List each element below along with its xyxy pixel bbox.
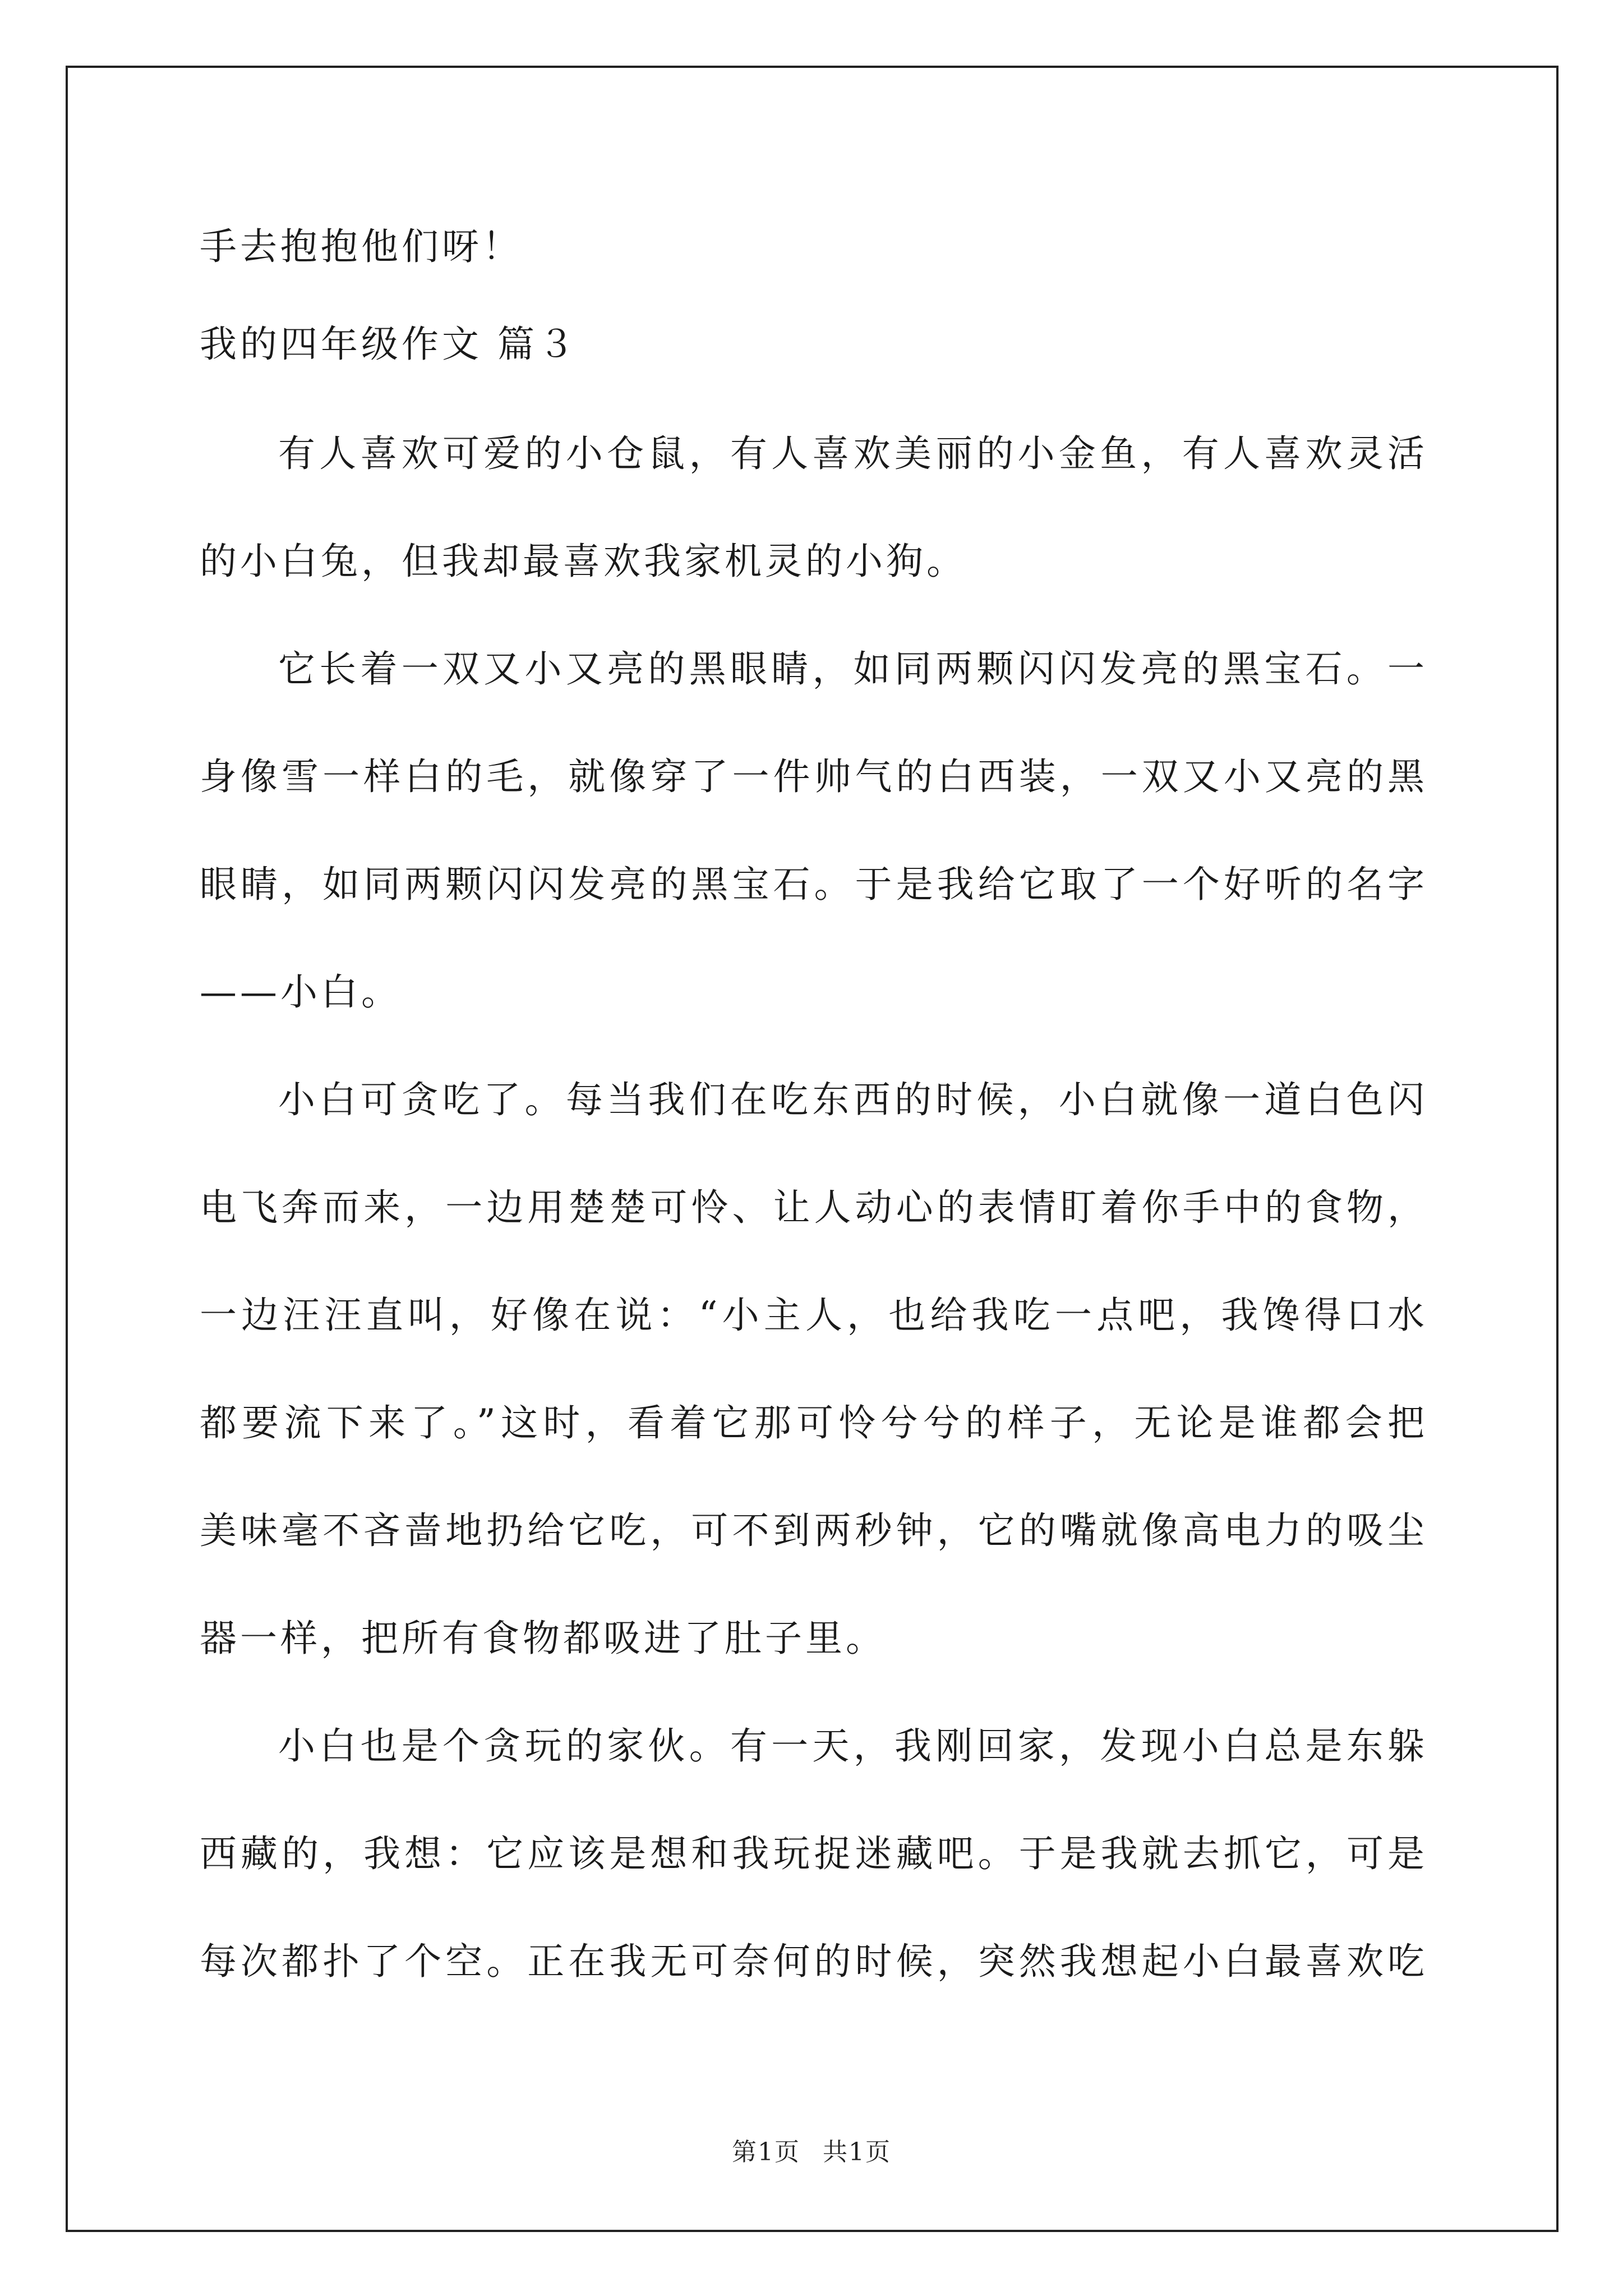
text-line: 电飞奔而来，一边用楚楚可怜、让人动心的表情盯着你手中的食物， xyxy=(200,1186,1428,1229)
text-line: 每次都扑了个空。正在我无可奈何的时候，突然我想起小白最喜欢吃 xyxy=(200,1940,1428,1983)
text-line: 美味毫不吝啬地扔给它吃，可不到两秒钟，它的嘴就像高电力的吸尘 xyxy=(200,1509,1428,1552)
section-heading: 我的四年级作文 篇３ xyxy=(200,323,578,366)
text-line: 小白也是个贪玩的家伙。有一天，我刚回家，发现小白总是东躲 xyxy=(278,1724,1428,1768)
page-footer xyxy=(0,2132,1623,2168)
text-line: 它长着一双又小又亮的黑眼睛，如同两颗闪闪发亮的黑宝石。一 xyxy=(278,647,1428,691)
page-number-current: 第1页 xyxy=(732,2138,800,2166)
document-body xyxy=(200,205,1428,2016)
text-line: ——小白。 xyxy=(200,970,402,1014)
text-line: 小白可贪吃了。每当我们在吃东西的时候，小白就像一道白色闪 xyxy=(278,1078,1428,1121)
text-line: 身像雪一样白的毛，就像穿了一件帅气的白西装，一双又小又亮的黑 xyxy=(200,755,1428,798)
text-line: 手去抱抱他们呀！ xyxy=(200,225,523,268)
text-line: 有人喜欢可爱的小仓鼠，有人喜欢美丽的小金鱼，有人喜欢灵活 xyxy=(278,432,1428,475)
text-line: 一边汪汪直叫，好像在说：“小主人，也给我吃一点吧，我馋得口水 xyxy=(200,1294,1428,1337)
text-line: 器一样，把所有食物都吸进了肚子里。 xyxy=(200,1617,886,1660)
text-line: 西藏的，我想：它应该是想和我玩捉迷藏吧。于是我就去抓它，可是 xyxy=(200,1832,1428,1875)
text-line: 眼睛，如同两颗闪闪发亮的黑宝石。于是我给它取了一个好听的名字 xyxy=(200,863,1428,906)
page-number-total: 共1页 xyxy=(823,2138,891,2166)
text-line: 都要流下来了。”这时，看着它那可怜兮兮的样子，无论是谁都会把 xyxy=(200,1401,1428,1444)
text-line: 的小白兔，但我却最喜欢我家机灵的小狗。 xyxy=(200,540,967,583)
